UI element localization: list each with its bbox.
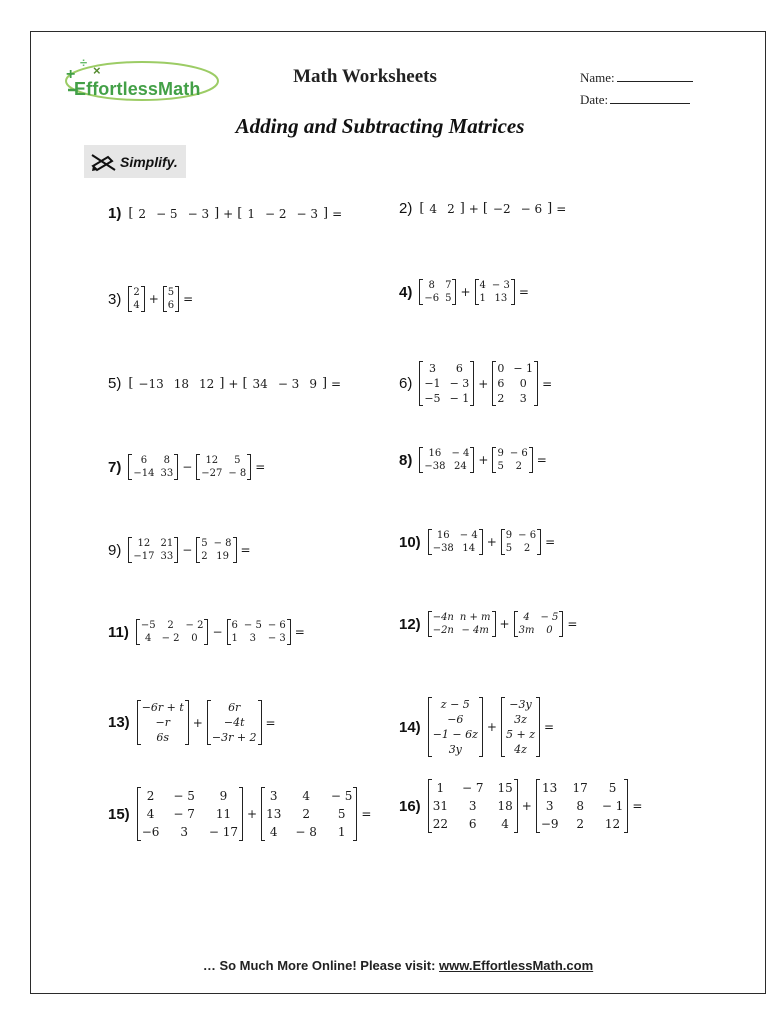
equals-sign: = [265, 715, 276, 730]
matrix-cell: − 3 [187, 206, 210, 221]
problem-number: 3) [108, 290, 122, 308]
matrix-cell: 2 [515, 461, 522, 472]
matrix-cell: − 5 [173, 789, 195, 803]
matrix-cell: −6 [424, 293, 440, 304]
matrix-cell: n + m [459, 612, 491, 623]
problem-number: 9) [108, 541, 122, 559]
matrix-cell: 2 [447, 201, 455, 216]
bracket-right: ] [219, 376, 225, 391]
matrix-cell: 3 [269, 789, 278, 803]
pencil-crossed-icon [90, 152, 118, 172]
matrix-a [128, 376, 224, 391]
matrix-cell: −2n [432, 625, 454, 636]
matrix-cell: − 1 [449, 392, 470, 405]
matrix-cell: −38 [424, 461, 446, 472]
matrix-cell: 6 [497, 377, 505, 390]
operator: + [228, 376, 239, 391]
matrix-cell: −3y [509, 698, 532, 711]
matrix-cell: 3 [249, 633, 257, 644]
matrix-cell: 4 [269, 825, 278, 839]
operator: + [247, 807, 258, 821]
matrix-cell: 22 [432, 817, 448, 831]
matrix-cell: − 2 [161, 633, 180, 644]
matrix-cell: − 6 [509, 448, 528, 459]
instruction-text: Simplify. [120, 154, 178, 170]
problem-13 [108, 700, 276, 745]
operator: + [486, 535, 497, 549]
matrix-cell: − 3 [267, 633, 286, 644]
matrix-b [492, 447, 532, 473]
bracket-right: ] [321, 376, 328, 391]
matrix-b [475, 279, 515, 305]
equals-sign: = [255, 460, 266, 474]
matrix-cell: −3r + 2 [211, 731, 257, 744]
matrix-b [483, 201, 552, 216]
matrix-cell: 3z [514, 713, 527, 726]
matrix-cell: 4 [501, 817, 509, 831]
matrix-cell: −38 [432, 543, 454, 554]
footer [30, 958, 766, 973]
date-label: Date: [580, 92, 609, 107]
equals-sign: = [556, 201, 567, 216]
matrix-cell: z − 5 [440, 698, 470, 711]
name-field[interactable] [580, 70, 693, 86]
operator: + [478, 453, 489, 467]
matrix-cell: 2 [576, 817, 584, 831]
matrix-cell: 9 [497, 448, 504, 459]
operator: + [148, 292, 159, 306]
problem-number: 16) [399, 797, 421, 815]
matrix-cell: 24 [454, 461, 467, 472]
footer-text: … So Much More Online! Please visit: [202, 958, 440, 973]
matrix-b [163, 286, 179, 312]
operator: + [499, 617, 510, 631]
matrix-cell: 0 [519, 377, 527, 390]
matrix-cell: − 3 [277, 376, 300, 391]
matrix-cell: − 1 [601, 799, 624, 813]
problem-number: 11) [108, 623, 129, 641]
name-label: Name: [580, 70, 615, 85]
matrix-cell: 2 [201, 551, 208, 562]
problem-8 [399, 447, 547, 473]
equals-sign: = [536, 453, 547, 467]
problem-1 [108, 205, 342, 222]
matrix-cell: 15 [497, 781, 513, 795]
matrix-a [128, 454, 178, 480]
matrix-cell: 2 [497, 392, 505, 405]
problem-number: 6) [399, 375, 413, 392]
svg-text:÷: ÷ [80, 55, 88, 70]
matrix-cell: − 8 [228, 468, 247, 479]
matrix-cell: − 7 [173, 807, 195, 821]
instruction-box [84, 145, 186, 178]
matrix-cell: 2 [133, 287, 140, 298]
svg-text:×: × [93, 63, 101, 78]
matrix-a [428, 529, 483, 555]
matrix-cell: 5 [445, 293, 452, 304]
matrix-cell: 4 [523, 612, 530, 623]
matrix-cell: 3 [428, 362, 436, 375]
matrix-cell: 3 [519, 392, 527, 405]
matrix-cell: 19 [216, 551, 229, 562]
matrix-cell: −5 [424, 392, 441, 405]
matrix-cell: 0 [546, 625, 553, 636]
matrix-cell: − 8 [213, 538, 232, 549]
matrix-cell: − 2 [185, 620, 204, 631]
matrix-cell: 5 [201, 538, 208, 549]
problem-11 [108, 619, 305, 645]
problem-number: 15) [108, 805, 130, 823]
matrix-cell: 34 [252, 376, 268, 391]
matrix-cell: 2 [146, 789, 155, 803]
matrix-cell: −4n [432, 612, 454, 623]
page-title: Adding and Subtracting Matrices [235, 114, 525, 138]
matrix-cell: 5 [608, 781, 617, 795]
matrix-cell: 17 [572, 781, 588, 795]
matrix-cell: 3y [448, 743, 462, 756]
matrix-cell: 12 [604, 817, 621, 831]
matrix-a [419, 279, 456, 305]
matrix-cell: − 3 [296, 206, 318, 221]
matrix-cell: −6 [447, 713, 464, 726]
matrix-cell: 21 [160, 538, 174, 549]
matrix-b [196, 537, 236, 563]
matrix-cell: 4 [146, 807, 155, 821]
matrix-cell: 8 [428, 280, 435, 291]
matrix-cell: 4z [514, 743, 527, 756]
equals-sign: = [542, 376, 553, 391]
matrix-cell: −4t [223, 716, 245, 729]
matrix-b [261, 787, 357, 841]
matrix-cell: 5 [337, 807, 346, 821]
matrix-cell: 2 [302, 807, 310, 821]
matrix-cell: 4 [429, 201, 438, 216]
matrix-cell: −14 [133, 468, 155, 479]
matrix-cell: 4 [479, 280, 486, 291]
matrix-cell: − 7 [461, 781, 484, 795]
problem-7 [108, 454, 265, 480]
matrix-cell: 1 [231, 633, 238, 644]
matrix-a [428, 697, 483, 757]
matrix-cell: 11 [215, 807, 232, 821]
matrix-cell: 4 [145, 633, 152, 644]
bracket-left: [ [419, 201, 425, 216]
date-field[interactable] [580, 92, 690, 108]
matrix-a [128, 206, 219, 221]
operator: + [486, 720, 497, 734]
bracket-right: ] [459, 201, 465, 216]
matrix-b [536, 779, 629, 833]
equals-sign: = [567, 617, 578, 631]
matrix-cell: −2 [492, 201, 511, 216]
problem-number: 10) [399, 533, 421, 551]
matrix-cell: 1 [337, 825, 346, 839]
bracket-right: ] [547, 201, 553, 216]
matrix-cell: − 6 [520, 201, 543, 216]
problem-number: 7) [108, 458, 122, 476]
matrix-cell: − 17 [208, 825, 239, 839]
matrix-cell: 2 [138, 206, 147, 221]
matrix-a [419, 447, 474, 473]
matrix-cell: 33 [160, 468, 174, 479]
problem-16 [399, 779, 642, 833]
operator: + [460, 285, 471, 299]
matrix-cell: 6 [231, 620, 238, 631]
problem-9 [108, 537, 251, 563]
equals-sign: = [632, 799, 643, 813]
equals-sign: = [331, 376, 342, 391]
matrix-cell: 0 [497, 362, 505, 375]
equals-sign: = [240, 543, 251, 557]
bracket-left: [ [237, 206, 243, 221]
matrix-cell: − 6 [518, 530, 537, 541]
problem-number: 5) [108, 375, 122, 392]
matrix-cell: − 5 [330, 789, 353, 803]
matrix-cell: 8 [576, 799, 584, 813]
operator: − [212, 625, 223, 639]
matrix-cell: 12 [205, 455, 219, 466]
matrix-a [128, 537, 178, 563]
problem-number: 2) [399, 200, 413, 217]
matrix-cell: − 2 [264, 206, 287, 221]
logo-text: EffortlessMath [74, 79, 201, 99]
problem-10 [399, 529, 555, 555]
matrix-cell: 12 [199, 376, 215, 391]
matrix-cell: 9 [219, 789, 228, 803]
matrix-cell: 2 [523, 543, 531, 554]
equals-sign: = [183, 292, 194, 306]
bracket-left: [ [242, 376, 248, 391]
matrix-a [428, 611, 496, 637]
matrix-cell: −r [155, 716, 170, 729]
matrix-cell: −9 [540, 817, 559, 831]
matrix-cell: 4 [133, 300, 140, 311]
equals-sign: = [544, 720, 555, 734]
matrix-cell: 16 [436, 530, 450, 541]
problem-2 [399, 200, 566, 217]
matrix-cell: 0 [191, 633, 198, 644]
matrix-cell: −1 − 6z [432, 728, 478, 741]
bracket-left: [ [128, 376, 134, 391]
matrix-a [136, 619, 209, 645]
worksheet-title: Math Worksheets [293, 66, 437, 87]
matrix-cell: 5 [497, 461, 504, 472]
problem-number: 1) [108, 205, 122, 222]
matrix-b [207, 700, 262, 745]
matrix-cell: 13 [542, 781, 558, 795]
operator: − [182, 460, 193, 474]
problem-6 [399, 361, 552, 406]
equals-sign: = [332, 206, 343, 221]
problem-number: 13) [108, 714, 130, 731]
matrix-cell: 9 [309, 376, 317, 391]
problem-4 [399, 279, 529, 305]
matrix-cell: 3 [180, 825, 188, 839]
equals-sign: = [361, 807, 372, 821]
matrix-cell: 6 [468, 817, 477, 831]
problem-3 [108, 286, 193, 312]
matrix-cell: 13 [494, 293, 508, 304]
problem-15 [108, 787, 371, 841]
matrix-cell: − 6 [267, 620, 286, 631]
matrix-cell: 5 [505, 543, 513, 554]
matrix-cell: −13 [138, 376, 164, 391]
matrix-cell: 5 [167, 287, 175, 298]
matrix-cell: − 5 [540, 612, 559, 623]
bracket-right: ] [214, 206, 220, 221]
matrix-cell: 13 [266, 807, 282, 821]
matrix-a [137, 787, 243, 841]
matrix-b [242, 376, 327, 391]
matrix-a [419, 361, 474, 406]
matrix-cell: −6r + t [141, 701, 184, 714]
matrix-cell: −1 [424, 377, 441, 390]
problem-5 [108, 375, 341, 392]
matrix-cell: 6 [167, 300, 175, 311]
matrix-cell: 3 [468, 799, 477, 813]
matrix-cell: 5 + z [505, 728, 535, 741]
matrix-cell: 2 [167, 620, 174, 631]
bracket-left: [ [482, 201, 488, 216]
matrix-cell: − 5 [243, 620, 262, 631]
equals-sign: = [294, 625, 305, 639]
matrix-cell: 4 [302, 789, 310, 803]
svg-text:+: + [66, 66, 76, 83]
problem-number: 8) [399, 451, 413, 469]
problem-number: 14) [399, 718, 421, 736]
matrix-cell: 6s [156, 731, 170, 744]
bracket-left: [ [128, 206, 134, 221]
matrix-cell: − 8 [295, 825, 317, 839]
matrix-cell: − 5 [156, 206, 178, 221]
problem-14 [399, 697, 554, 757]
matrix-cell: −5 [140, 620, 156, 631]
matrix-cell: 9 [505, 530, 513, 541]
matrix-cell: 3m [518, 625, 535, 636]
matrix-b [237, 206, 328, 221]
matrix-cell: 1 [247, 206, 255, 221]
operator: + [478, 376, 489, 391]
matrix-cell: 8 [163, 455, 170, 466]
equals-sign: = [545, 535, 556, 549]
matrix-b [492, 361, 538, 406]
matrix-cell: 7 [445, 280, 452, 291]
matrix-cell: 6r [228, 701, 241, 714]
matrix-cell: 1 [479, 293, 486, 304]
matrix-cell: 6 [455, 362, 463, 375]
footer-link[interactable]: www.EffortlessMath.com [439, 958, 594, 973]
problem-12 [399, 611, 577, 637]
matrix-cell: − 1 [513, 362, 534, 375]
matrix-cell: 5 [234, 455, 241, 466]
operator: + [223, 206, 234, 221]
problem-number: 4) [399, 283, 413, 301]
matrix-cell: 18 [497, 799, 513, 813]
matrix-b [514, 611, 564, 637]
matrix-cell: − 3 [449, 377, 470, 390]
matrix-cell: 6 [140, 455, 148, 466]
matrix-cell: − 4m [461, 625, 489, 636]
equals-sign: = [518, 285, 529, 299]
matrix-b [227, 619, 291, 645]
matrix-b [501, 529, 541, 555]
bracket-right: ] [322, 206, 329, 221]
operator: − [182, 543, 193, 557]
matrix-cell: 14 [462, 543, 476, 554]
operator: + [521, 799, 532, 813]
matrix-cell: 1 [436, 781, 445, 795]
matrix-cell: 3 [545, 799, 554, 813]
matrix-cell: − 3 [491, 280, 510, 291]
matrix-b [196, 454, 251, 480]
matrix-a [419, 201, 464, 216]
matrix-cell: 31 [432, 799, 448, 813]
matrix-a [137, 700, 189, 745]
matrix-cell: 33 [160, 551, 174, 562]
matrix-cell: − 4 [459, 530, 478, 541]
operator: + [468, 201, 479, 216]
matrix-cell: −17 [133, 551, 155, 562]
matrix-cell: − 4 [451, 448, 470, 459]
matrix-cell: 16 [428, 448, 442, 459]
matrix-a [128, 286, 144, 312]
matrix-b [501, 697, 540, 757]
matrix-cell: −6 [141, 825, 160, 839]
matrix-cell: −27 [201, 468, 223, 479]
matrix-cell: 12 [137, 538, 151, 549]
problem-number: 12) [399, 615, 421, 633]
matrix-a [428, 779, 518, 833]
operator: + [192, 715, 203, 730]
matrix-cell: 18 [173, 376, 190, 391]
